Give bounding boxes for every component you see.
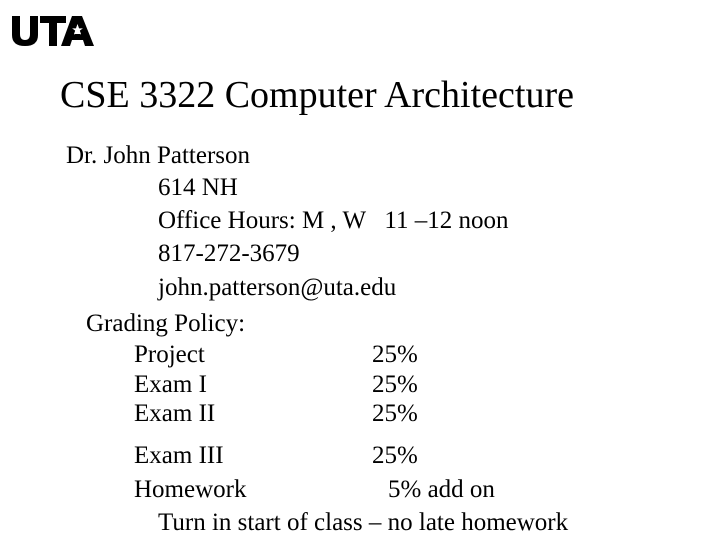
grading-item-weight: 25%: [372, 400, 418, 427]
grading-item-weight: 25%: [372, 341, 418, 368]
grading-item-name: Exam I: [134, 371, 207, 398]
grading-item-name: Homework: [134, 476, 247, 503]
instructor-name: Dr. John Patterson: [66, 142, 251, 169]
grading-item-name: Exam II: [134, 400, 216, 427]
grading-item-name: Project: [134, 341, 205, 368]
homework-note: Turn in start of class – no late homework: [158, 509, 569, 536]
email-address: john.patterson@uta.edu: [158, 274, 397, 301]
grading-heading: Grading Policy:: [86, 310, 246, 337]
grading-item-name: Exam III: [134, 442, 224, 469]
slide-title: CSE 3322 Computer Architecture: [60, 74, 574, 116]
uta-logo: [10, 12, 96, 48]
grading-item-weight: 5% add on: [388, 476, 495, 503]
grading-item-weight: 25%: [372, 371, 418, 398]
phone-number: 817-272-3679: [158, 240, 300, 267]
grading-item-weight: 25%: [372, 442, 418, 469]
office-location: 614 NH: [158, 174, 238, 201]
office-hours: Office Hours: M , W 11 –12 noon: [158, 207, 509, 234]
